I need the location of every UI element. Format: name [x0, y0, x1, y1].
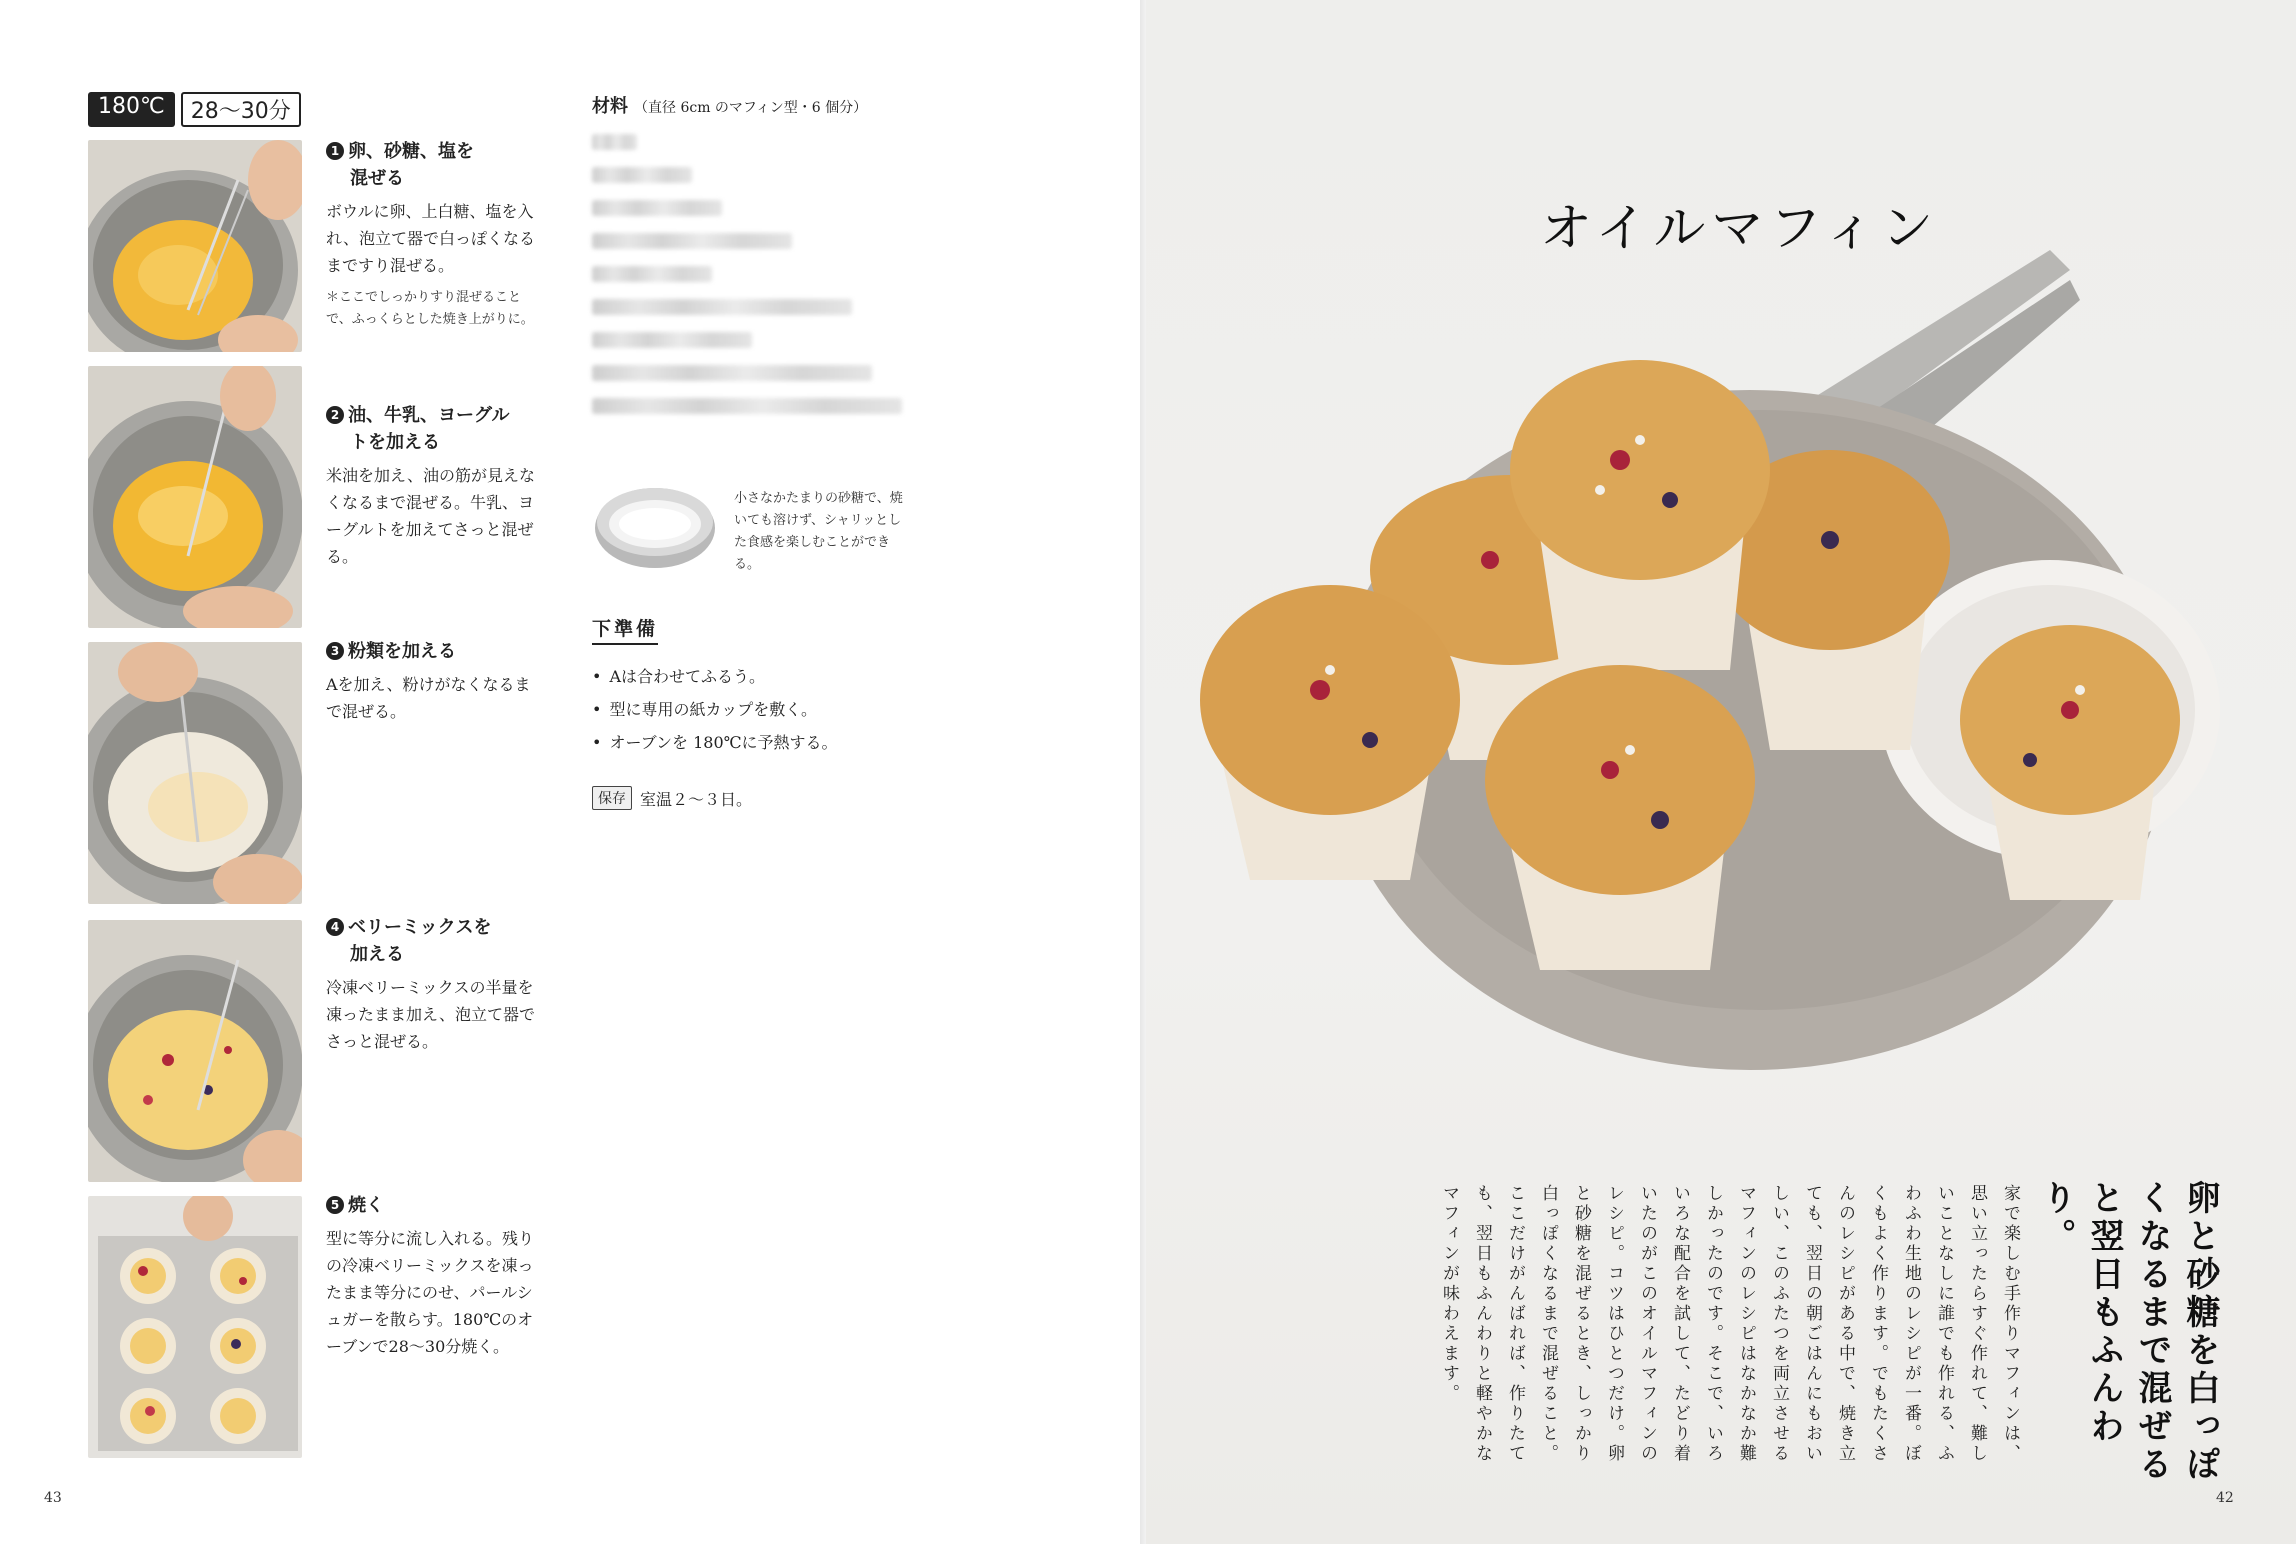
step2-photo [88, 366, 302, 628]
prep-item: • 型に専用の紙カップを敷く。 [592, 693, 838, 726]
pearl-sugar-photo [592, 478, 718, 574]
step-1-body: ボウルに卵、上白糖、塩を入れ、泡立て器で白っぽくなるまですり混ぜる。 [326, 202, 535, 275]
step5-photo [88, 1196, 302, 1458]
materials-heading [592, 92, 867, 118]
step-5-title [326, 1192, 536, 1219]
intro-body: 家で楽しむ手作りマフィンは、思い立ったらすぐ作れて、難しいことなしに誰でも作れる、ふわふわ生地のレシピが一番。ぼくもよく作ります。でもたくさんのレシピがある中で、焼き立ても、翌日の朝ごはんにもおいしい、このふたつを両立させるマフィンのレシピはなかなか難しかったのです。そこで、いろいろな配合を試して、たどり着いたのがこのオイルマフィンのレシピ。コツはひとつだけ。卵と砂糖を混ぜるとき、しっかり白っぽくなるまで混ぜること。ここだけがんばれば、作りたても、翌日もふんわりと軽やかなマフィンが味わえます。 [1439, 1184, 2020, 1464]
prep-heading: 下準備 [592, 614, 658, 645]
materials-sub: （直径 6cm のマフィン型・6 個分） [634, 100, 868, 116]
prep-item: • Aは合わせてふるう。 [592, 660, 838, 693]
step-1-title-line2: 混ぜる [350, 168, 404, 189]
step-4-title-line2: 加える [350, 944, 404, 965]
left-page [0, 0, 1146, 1544]
muffin-group [1200, 360, 2180, 970]
step-3-title [326, 638, 536, 665]
step-2 [326, 402, 536, 570]
step-3-body: Aを加え、粉けがなくなるまで混ぜる。 [326, 675, 531, 721]
pearl-sugar-caption: 小さなかたまりの砂糖で、焼いても溶けず、シャリッとした食感を楽しむことができる。 [734, 491, 903, 572]
step-1-note: ＊ここでしっかりすり混ぜることで、ふっくらとした焼き上がりに。 [326, 290, 534, 327]
recipe-badges [88, 92, 301, 127]
step-5 [326, 1192, 536, 1360]
step-1-number: 1 [326, 142, 344, 160]
step4-photo [88, 920, 302, 1182]
step-5-number: 5 [326, 1196, 344, 1214]
step-2-title-line1: 油、牛乳、ヨーグル [348, 405, 510, 426]
storage-text: 室温２～３日。 [640, 789, 753, 809]
recipe-title: オイルマフィン [1540, 199, 1940, 259]
step-4-title [326, 914, 536, 968]
prep-item: • オーブンを 180℃に予熱する。 [592, 726, 838, 759]
step-2-body: 米油を加え、油の筋が見えなくなるまで混ぜる。牛乳、ヨーグルトを加えてさっと混ぜる。 [326, 466, 535, 566]
step-1-title [326, 138, 536, 192]
step-4-title-line1: ベリーミックスを [348, 917, 492, 938]
step-4-number: 4 [326, 918, 344, 936]
page-number-left: 43 [44, 1490, 62, 1506]
step-2-title [326, 402, 536, 456]
muffin-hero-photo [1190, 240, 2250, 1080]
step-4-body: 冷凍ベリーミックスの半量を凍ったまま加え、泡立て器でさっと混ぜる。 [326, 978, 535, 1051]
materials-list-blurred [592, 134, 912, 431]
step-1 [326, 138, 536, 331]
storage-badge: 保存 [592, 786, 632, 810]
step-5-body: 型に等分に流し入れる。残りの冷凍ベリーミックスを凍ったまま等分にのせ、パールシュガーを散らす。180℃のオーブンで28～30分焼く。 [326, 1229, 535, 1356]
step-1-title-line1: 卵、砂糖、塩を [348, 141, 474, 162]
storage-info [592, 786, 752, 810]
lead-text: 卵と砂糖を白っぽくなるまで混ぜると翌日もふんわり。 [2036, 1180, 2220, 1484]
oven-temp-badge: 180℃ [88, 92, 175, 127]
step-5-title-line1: 焼く [348, 1195, 384, 1216]
step-2-title-line2: トを加える [350, 432, 440, 453]
step-3-number: 3 [326, 642, 344, 660]
step-4 [326, 914, 536, 1055]
step-3-title-line1: 粉類を加える [348, 641, 456, 662]
step-2-number: 2 [326, 406, 344, 424]
prep-list [592, 660, 838, 759]
page-number-right: 42 [2216, 1490, 2234, 1506]
bake-time-badge: 28～30分 [181, 92, 301, 127]
step-3 [326, 638, 536, 725]
step1-photo [88, 140, 302, 352]
step3-photo [88, 642, 302, 904]
materials-label: 材料 [592, 96, 628, 117]
